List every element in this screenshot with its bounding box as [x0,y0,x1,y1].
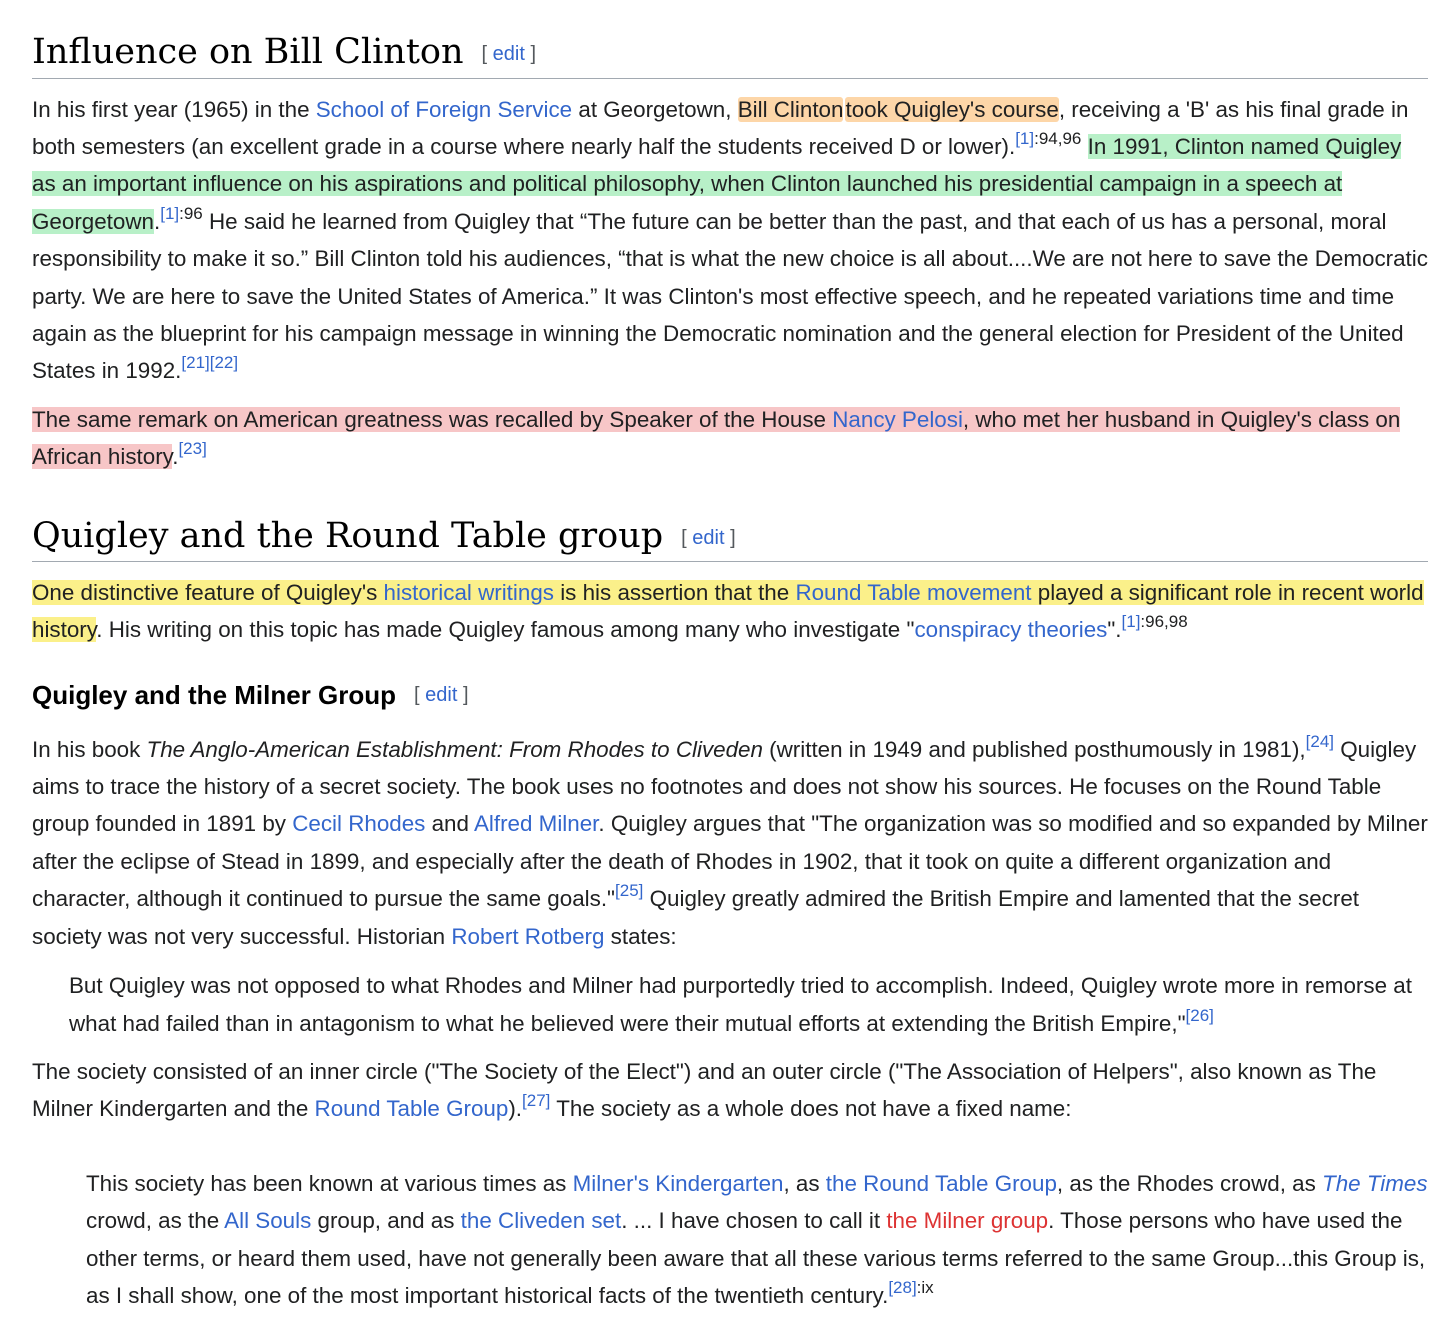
citation: [1]:96 [160,203,203,223]
citation-link[interactable]: [1] [1015,128,1035,148]
subsection-heading-milner-group [32,679,1428,713]
link-all-souls[interactable]: All Souls [224,1208,312,1234]
citation [1186,1006,1214,1025]
highlight-orange: took Quigley's course [845,96,1059,122]
citation-link[interactable]: [25] [615,881,644,901]
link-conspiracy-theories[interactable]: conspiracy theories [914,617,1108,643]
link-historical-writings[interactable]: historical writings [383,580,554,606]
highlight-green: In 1991, Clinton named Quigley as an important influence on his aspirations and political philosophy, when Clinton launched his presidential campaign in a speech at Georgetown [32,133,1402,234]
blockquote: But Quigley was not opposed to what Rhodes and Milner had purportedly tried to accomplish. Indeed, Quigley wrote more in remorse at what had failed than in antagonism to what he believed were their mutual efforts at extending the British Empire,"[26] [69,973,1412,1036]
highlight-yellow: played a significant role in recent world history [32,580,1424,643]
citation-link[interactable]: [1] [1121,612,1141,632]
citation-link[interactable]: [26] [1185,1005,1214,1025]
link-robert-rotberg[interactable]: Robert Rotberg [451,923,605,949]
paragraph: The society consisted of an inner circle ("The Society of the Elect") and an outer circle ("The Association of Helpers", also known as The Milner Kindergarten and the Round Table Group).[27] The society as a whole does not have a fixed name: [32,1058,1377,1122]
citation: [1]:96,98 [1121,612,1188,632]
citation: [1]:94,96 [1015,128,1082,148]
blockquote: This society has been known at various times as Milner's Kindergarten, as the Round Table Group, as the Rhodes crowd, as The Times crowd, as the All Souls group, and as the Cliveden set. ... I have chosen to call it the Milner group. Those persons who have used the other terms, or heard them used, have not generally been aware that all these various terms referred to the same Group...this Group is, as I shall show, one of the most important historical facts of the twentieth century.$^{[28]:ix}$ [86,1170,1428,1308]
citation [1306,732,1334,751]
citation-link[interactable]: [27] [522,1091,551,1111]
paragraph: In his book The Anglo-American Establishment: From Rhodes to Cliveden (written in 1949 and published posthumously in 1981),[24] Quigley aims to trace the history of a secret society. The book uses no footnotes and does not show his sources. He focuses on the Round Table group founded in 1891 by Cecil Rhodes and Alfred Milner. Quigley argues that "The organization was so modified and so expanded by Milner after the eclipse of Stead in 1899, and especially after the death of Rhodes in 1902, that it took on quite a different organization and character, although it continued to pursue the same goals."[25] Quigley greatly admired the British Empire and lamented that the secret society was not very successful. Historian Robert Rotberg states: [32,731,1428,949]
citation [181,353,238,372]
citation [615,881,643,900]
link-cecil-rhodes[interactable]: Cecil Rhodes [292,811,426,837]
highlight-yellow: One distinctive feature of Quigley's [32,580,384,606]
link-nancy-pelosi[interactable]: Nancy Pelosi [832,406,963,432]
link-milners-kindergarten[interactable]: Milner's Kindergarten [572,1170,784,1196]
citation-link[interactable]: [23] [178,439,207,459]
edit-section-link[interactable]: edit [425,683,458,706]
edit-section-link[interactable]: edit [692,526,725,549]
citation: [28]:ix [888,1277,934,1297]
subsection-title: Quigley and the Milner Group [32,679,397,710]
link-school-of-foreign-service[interactable]: School of Foreign Service [315,96,573,122]
citation-link[interactable]: [21] [181,353,210,373]
link-alfred-milner[interactable]: Alfred Milner [473,811,599,837]
redlink-the-milner-group[interactable]: the Milner group [886,1208,1049,1234]
highlight-red: The same remark on American greatness was recalled by Speaker of the House [32,406,833,432]
section-title: Quigley and the Round Table group [32,515,664,556]
paragraph: The same remark on American greatness was recalled by Speaker of the House Nancy Pelosi, who met her husband in Quigley's class on African history.[23] [32,406,1401,470]
citation-link[interactable]: [22] [209,353,239,373]
link-the-times[interactable]: The Times [1322,1170,1428,1196]
highlight-orange: Bill Clinton [737,96,844,122]
edit-section-link-wrapper: [ edit ] [481,43,537,65]
edit-section-link[interactable]: edit [492,43,525,65]
citation [178,439,206,458]
link-round-table-movement[interactable]: Round Table movement [795,580,1032,606]
paragraph: One distinctive feature of Quigley's historical writings is his assertion that the Round Table movement played a significant role in recent world history. His writing on this topic has made Quigley famous among many who investigate "conspiracy theories".$^{[1]:96,98}$ [32,580,1424,643]
section-title: Influence on Bill Clinton [32,32,464,72]
citation-link[interactable]: [28] [888,1277,917,1297]
citation [522,1091,550,1110]
link-the-cliveden-set[interactable]: the Cliveden set [460,1208,622,1234]
book-title: The Anglo-American Establishment: From Rhodes to Cliveden [146,736,763,762]
highlight-red: , who met her husband in Quigley's class on African history [32,406,1401,470]
section-heading-round-table-group [32,514,1428,563]
edit-section-link-wrapper: [ edit ] [681,526,736,549]
section-heading-influence-on-bill-clinton [32,0,1428,79]
paragraph: In his first year (1965) in the School of Foreign Service at Georgetown, Bill Clintontook Quigley's course, receiving a 'B' as his final grade in both semesters (an excellent grade in a course where nearly half the students received D or lower).$^{[1]:94,96}$ In 1991, Clinton named Quigley as an important influence on his aspirations and political philosophy, when Clinton launched his presidential campaign in a speech at Georgetown.$^{[1]:96}$ He said he learned from Quigley that “The future can be better than the past, and that each of us has a personal, moral responsibility to make it so.” Bill Clinton told his audiences, “that is what the new choice is all about....We are not here to save the Democratic party. We are here to save the United States of America.” It was Clinton's most effective speech, and he repeated variations time and time again as the blueprint for his campaign message in winning the Democratic nomination and the general election for President of the United States in 1992.[21][22] [32,96,1428,384]
link-the-round-table-group[interactable]: the Round Table Group [825,1170,1057,1196]
citation-link[interactable]: [1] [160,203,180,223]
link-round-table-group[interactable]: Round Table Group [314,1096,509,1122]
highlight-yellow: is his assertion that the [553,580,796,606]
edit-section-link-wrapper: [ edit ] [414,683,469,706]
citation-link[interactable]: [24] [1305,731,1335,751]
